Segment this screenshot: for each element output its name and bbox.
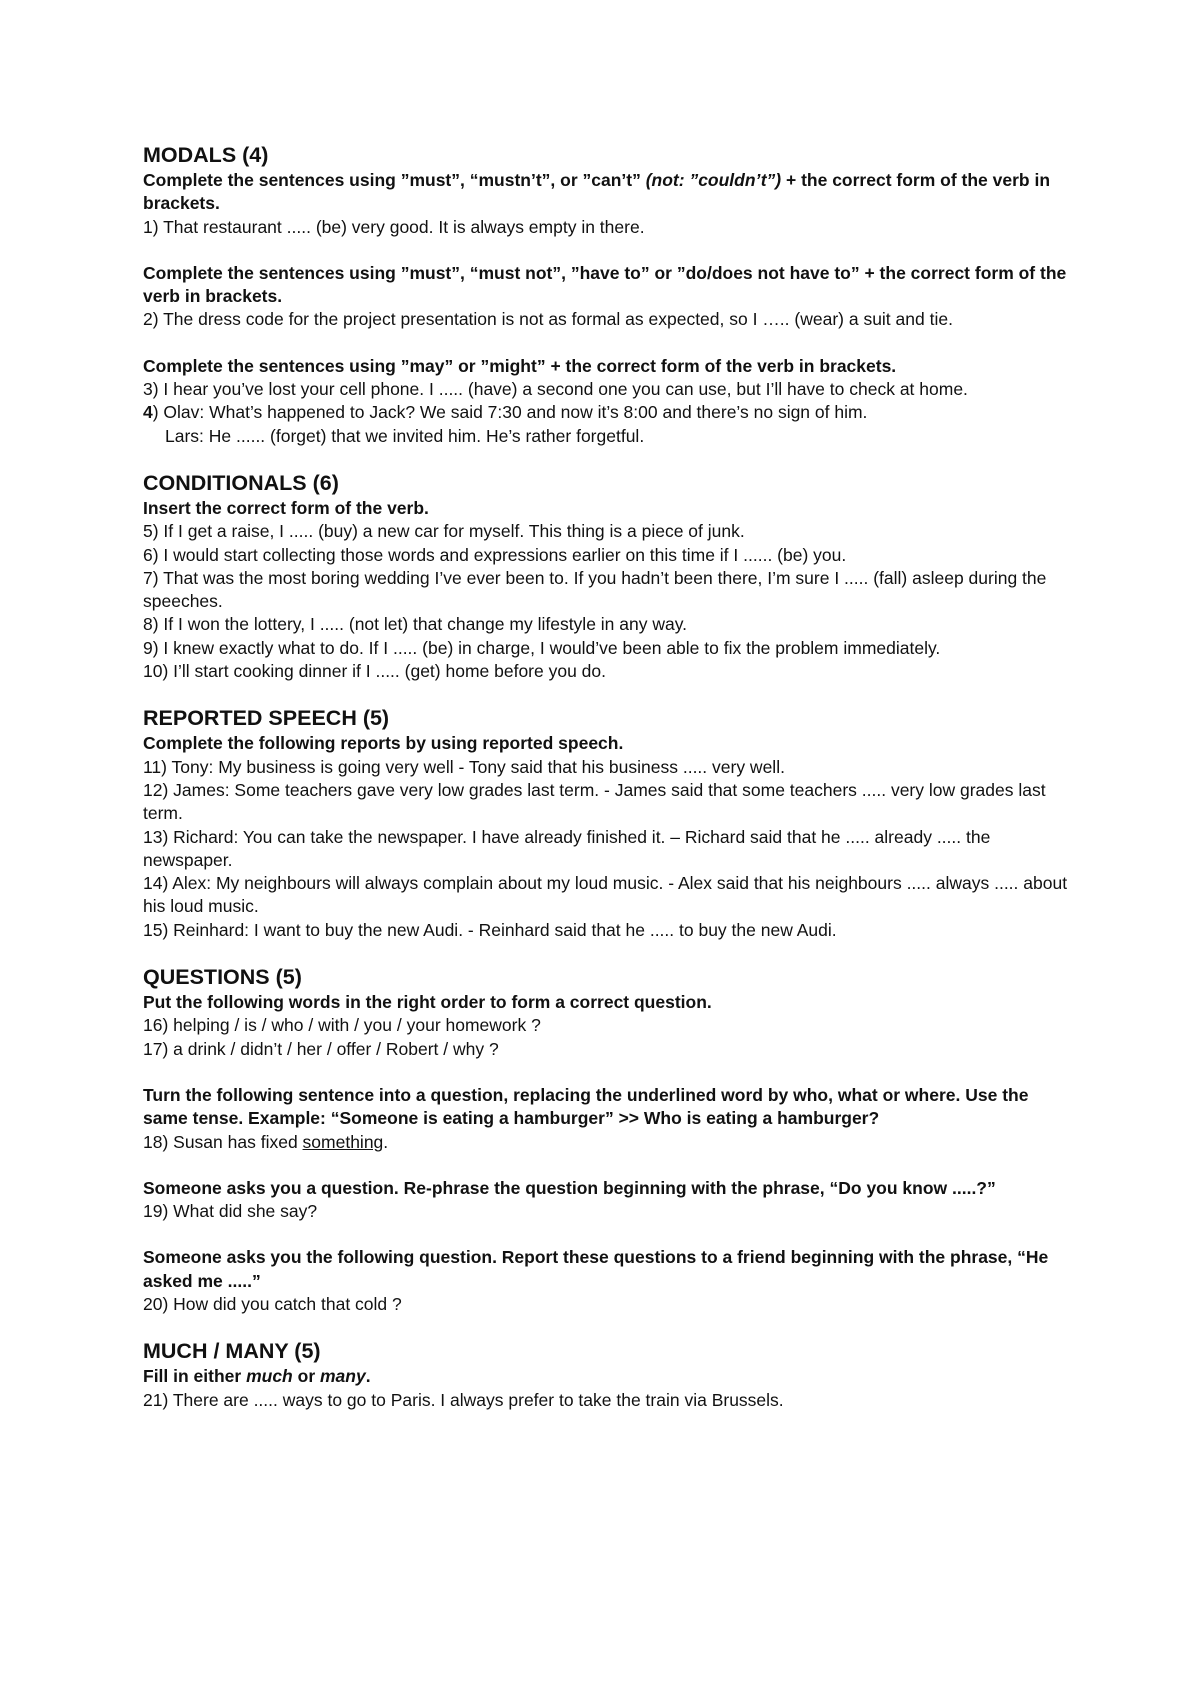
instruction-questions-4: Someone asks you the following question. Report these questions to a friend beginning with the phrase, “He asked me .....”: [143, 1247, 1049, 1291]
instruction-conditionals: Insert the correct form of the verb.: [143, 497, 429, 518]
instruction-text: .: [365, 1366, 371, 1387]
question-item-2: 2) The dress code for the project presentation is not as formal as expected, so I ….. (wear) a suit and tie.: [143, 309, 953, 330]
instruction-modals-3: Complete the sentences using ”may” or ”might” + the correct form of the verb in brackets.: [143, 355, 897, 376]
question-item-13: 13) Richard: You can take the newspaper. I have already finished it. – Richard said that he ..... already ..... the newspaper.: [143, 826, 991, 870]
question-text: 18) Susan has fixed: [143, 1131, 303, 1152]
instruction-much-many: [143, 1365, 1073, 1388]
worksheet-page: [143, 142, 1073, 1412]
instruction-questions-2: Turn the following sentence into a question, replacing the underlined word by who, what or where. Use the same tense. Example: “Someone is eating a hamburger” >> Who is eating a hamburger?: [143, 1084, 1029, 1129]
question-item-3: 3) I hear you’ve lost your cell phone. I ..... (have) a second one you can use, but I’ll have to check at home.: [143, 379, 968, 400]
instruction-reported-speech: Complete the following reports by using reported speech.: [143, 733, 624, 754]
question-text: ) Olav: What’s happened to Jack? We said 7:30 and now it’s 8:00 and there’s no sign of him.: [152, 402, 868, 423]
question-item-1: 1) That restaurant ..... (be) very good. It is always empty in there.: [143, 216, 645, 237]
question-item-10: 10) I’ll start cooking dinner if I ..... (get) home before you do.: [143, 661, 607, 682]
question-item-17: 17) a drink / didn’t / her / offer / Robert / why ?: [143, 1038, 499, 1059]
question-text: .: [383, 1131, 389, 1152]
question-item-4-reply: Lars: He ...... (forget) that we invited him. He’s rather forgetful.: [165, 425, 645, 446]
question-item-11: 11) Tony: My business is going very well - Tony said that his business ..... very well.: [143, 756, 785, 777]
question-number: 4: [143, 402, 153, 423]
section-title-conditionals: CONDITIONALS (6): [143, 470, 339, 495]
instruction-note: (not: ”couldn’t”): [645, 170, 782, 190]
question-item-19: 19) What did she say?: [143, 1201, 318, 1222]
instruction-questions-3: Someone asks you a question. Re-phrase the question beginning with the phrase, “Do you know .....?”: [143, 1177, 996, 1198]
question-item-5: 5) If I get a raise, I ..... (buy) a new car for myself. This thing is a piece of junk.: [143, 521, 745, 542]
section-title-modals: MODALS (4): [143, 143, 269, 167]
question-item-6: 6) I would start collecting those words and expressions earlier on this time if I ...... (be) you.: [143, 544, 847, 565]
instruction-word-many: many: [320, 1366, 366, 1387]
instruction-questions-1: Put the following words in the right order to form a correct question.: [143, 992, 712, 1013]
question-item-15: 15) Reinhard: I want to buy the new Audi. - Reinhard said that he ..... to buy the new Audi.: [143, 919, 837, 940]
question-item-18: [143, 1131, 1073, 1154]
instruction-modals-2: Complete the sentences using ”must”, “must not”, ”have to” or ”do/does not have to” + the correct form of the verb in brackets.: [143, 262, 1067, 307]
instruction-word-much: much: [246, 1366, 293, 1387]
underlined-word: something: [302, 1131, 384, 1152]
question-item-8: 8) If I won the lottery, I ..... (not let) that change my lifestyle in any way.: [143, 614, 688, 635]
instruction-modals-1: [143, 169, 1073, 216]
question-item-16: 16) helping / is / who / with / you / your homework ?: [143, 1015, 541, 1036]
section-title-questions: QUESTIONS (5): [143, 965, 302, 990]
question-item-7: 7) That was the most boring wedding I’ve ever been to. If you hadn’t been there, I’m sure I ..... (fall) asleep during the speeches.: [143, 567, 1047, 612]
question-item-9: 9) I knew exactly what to do. If I ..... (be) in charge, I would’ve been able to fix the problem immediately.: [143, 637, 941, 658]
instruction-text: or: [292, 1366, 320, 1387]
question-item-14: 14) Alex: My neighbours will always complain about my loud music. - Alex said that his neighbours ..... always ..... about his loud music.: [143, 873, 1068, 917]
section-title-reported-speech: REPORTED SPEECH (5): [143, 706, 390, 731]
question-item-20: 20) How did you catch that cold ?: [143, 1293, 402, 1314]
question-item-12: 12) James: Some teachers gave very low grades last term. - James said that some teachers ..... very low grades last term.: [143, 779, 1046, 824]
instruction-text: Complete the sentences using ”must”, “mustn’t”, or ”can’t”: [143, 170, 646, 190]
question-item-21: 21) There are ..... ways to go to Paris. I always prefer to take the train via Brussels.: [143, 1389, 784, 1410]
question-item-4: [143, 401, 1073, 424]
section-title-much-many: MUCH / MANY (5): [143, 1339, 321, 1364]
instruction-text: + the correct form of the verb in brackets.: [143, 170, 1051, 214]
instruction-text: Fill in either: [143, 1366, 247, 1387]
